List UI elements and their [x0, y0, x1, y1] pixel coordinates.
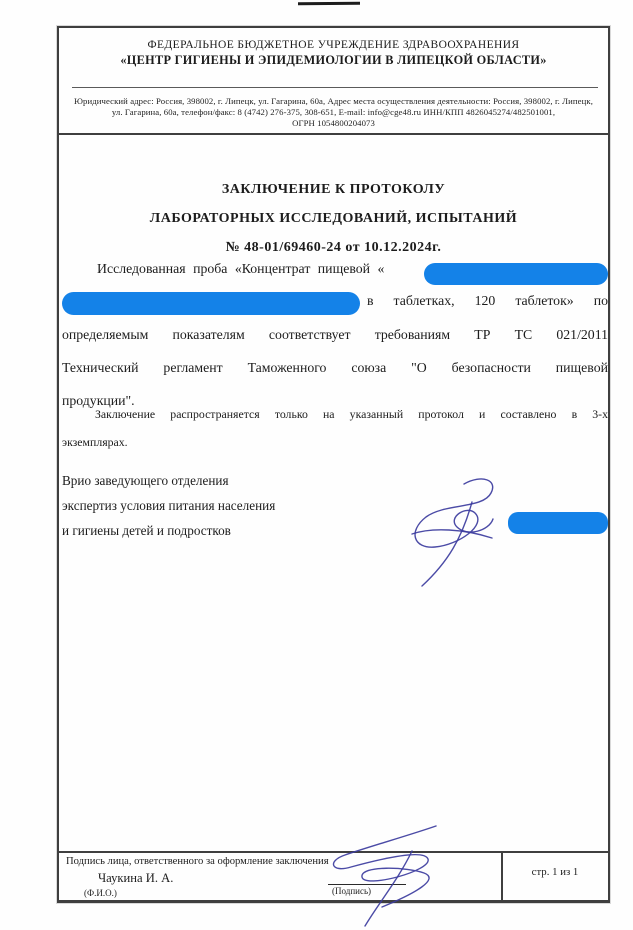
body-p1-line1: Исследованная проба «Концентрат пищевой « [97, 261, 385, 276]
body-p2-line1: Заключение распространяется только на указанный протокол и составлено в 3-х [95, 407, 608, 421]
footer-responsible-label: Подпись лица, ответственного за оформление заключения [66, 856, 329, 867]
signatory-title-line2: экспертиз условия питания населения [62, 498, 276, 513]
org-name-line2: «ЦЕНТР ГИГИЕНЫ И ЭПИДЕМИОЛОГИИ В ЛИПЕЦКОЙ ОБЛАСТИ» [120, 53, 547, 67]
address-line3: ОГРН 1054800204073 [292, 118, 375, 128]
redaction-bar-1 [424, 263, 608, 285]
header-divider-thick [58, 133, 609, 135]
footer-responsible-name: Чаукина И. А. [98, 871, 174, 885]
address-line1: Юридический адрес: Россия, 398002, г. Липецк, ул. Гагарина, 60а, Адрес места осуществления деятельности: Россия, 398002, г. Липецк, [74, 96, 593, 106]
footer-page-number: стр. 1 из 1 [531, 866, 579, 878]
handwritten-signature-footer [322, 820, 446, 928]
footer-signature-label: (Подпись) [332, 886, 372, 896]
body-p2-line2: экземплярах. [62, 435, 128, 449]
org-name-line1: ФЕДЕРАЛЬНОЕ БЮДЖЕТНОЕ УЧРЕЖДЕНИЕ ЗДРАВООХРАНЕНИЯ [147, 39, 520, 51]
body-p1-line5: продукции". [62, 393, 135, 408]
footer-fio-label: (Ф.И.О.) [84, 888, 117, 898]
document-title-line2: ЛАБОРАТОРНЫХ ИССЛЕДОВАНИЙ, ИСПЫТАНИЙ [149, 211, 518, 226]
handwritten-signature-main [400, 472, 522, 590]
signatory-title-line1: Врио заведующего отделения [62, 473, 229, 488]
document-number-date: № 48-01/69460-24 от 10.12.2024г. [225, 240, 442, 255]
scan-artifact-mark [298, 2, 360, 6]
signatory-title-line3: и гигиены детей и подростков [62, 523, 231, 538]
redaction-bar-2 [62, 292, 360, 315]
body-p1-line3: определяемым показателям соответствует требованиям ТР ТС 021/2011 [62, 327, 608, 342]
document-title-line1: ЗАКЛЮЧЕНИЕ К ПРОТОКОЛУ [221, 182, 446, 197]
address-line2: ул. Гагарина, 60а, телефон/факс: 8 (4742) 276-375, 308-651, E-mail: info@cge48.ru ИНН/КПП 4826045274/482501001, [111, 107, 556, 117]
body-p1-line2: в таблетках, 120 таблеток» по [367, 293, 608, 308]
page-border [57, 26, 610, 903]
header-divider-thin [72, 87, 598, 88]
redaction-bar-3 [508, 512, 608, 534]
body-p1-line4: Технический регламент Таможенного союза "О безопасности пищевой [62, 360, 608, 375]
